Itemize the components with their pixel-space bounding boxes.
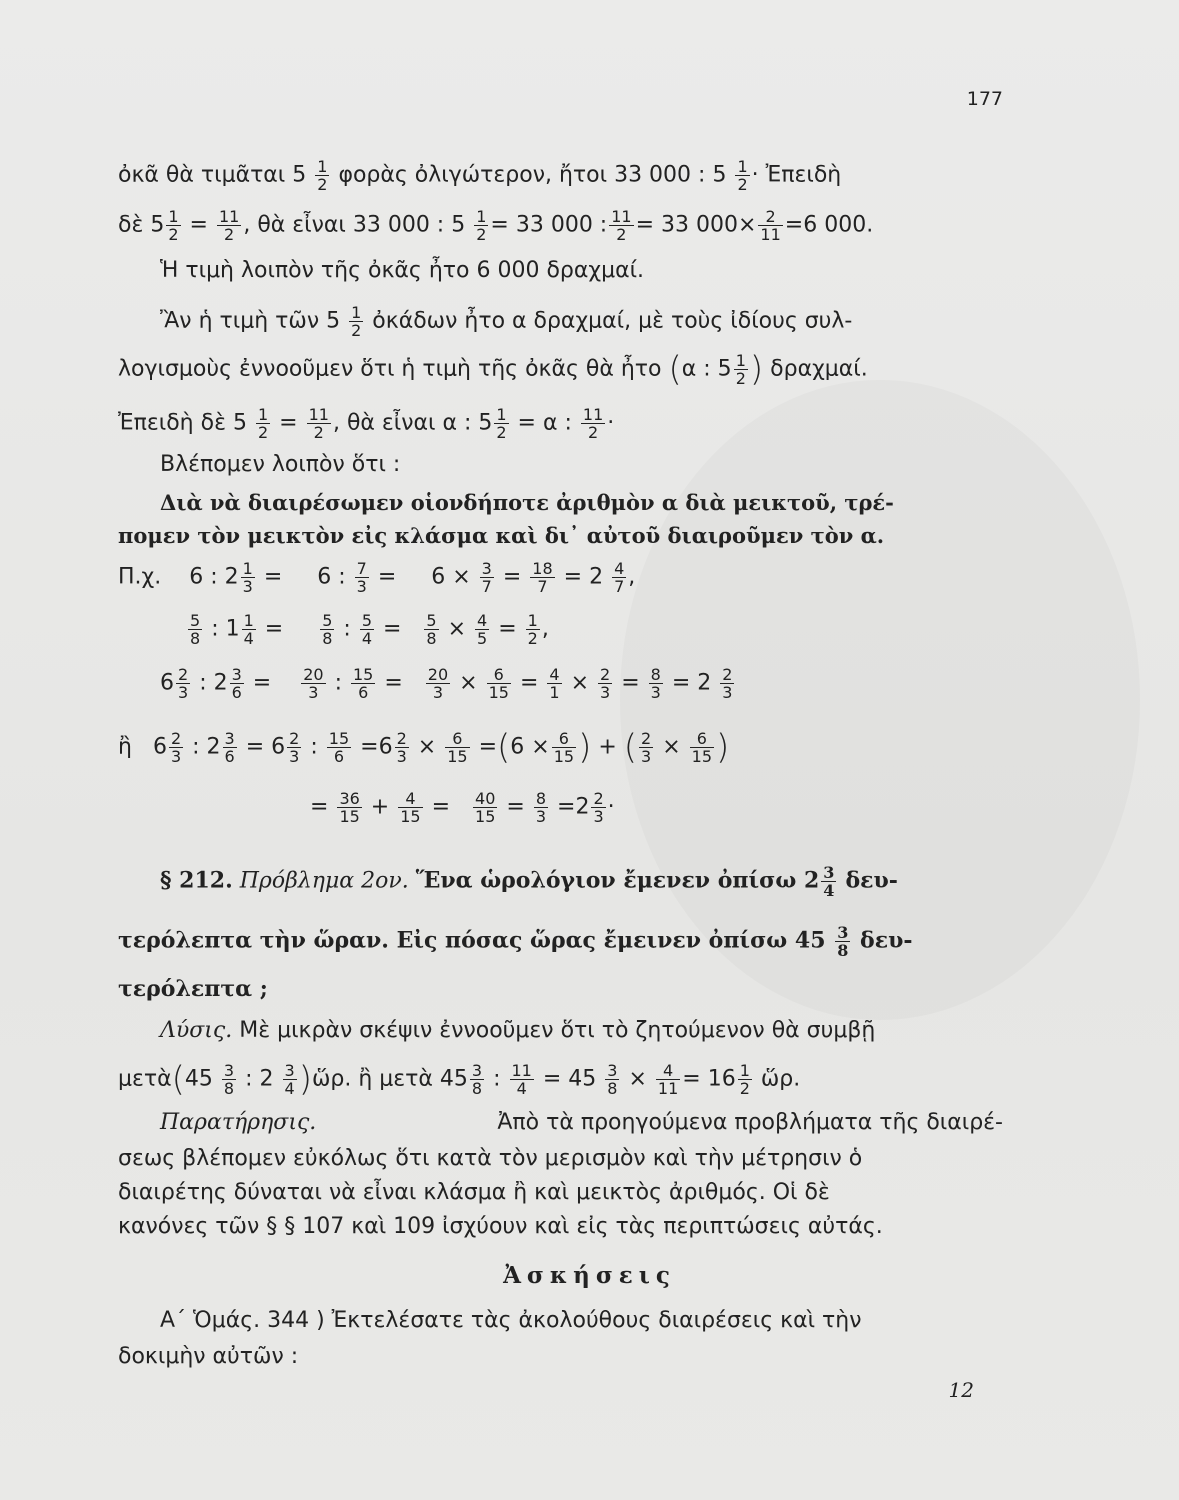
fraction: $\frac{40}{15}$ [475, 789, 496, 826]
observation-label: Παρατήρησις. [160, 1110, 317, 1135]
fraction: $\frac{11}{2}$ [308, 405, 329, 442]
fraction: $\frac{2}{3}$ [178, 665, 189, 702]
fraction: $\frac{1}{2}$ [735, 351, 746, 388]
fraction: $\frac{3}{7}$ [481, 559, 492, 596]
text-span: Ἂν ἡ τιμὴ τῶν 5 [160, 308, 341, 334]
fraction: $\frac{18}{7}$ [532, 559, 553, 596]
text-span: Π.χ. [118, 564, 162, 590]
folio-signature: 12 [948, 1378, 974, 1402]
section-number: § 212. [160, 867, 233, 894]
text-span: δευ- [860, 927, 913, 954]
fraction: $\frac{5}{8}$ [426, 611, 437, 648]
text-line-3: Ἡ τιμὴ λοιπὸν τῆς ὀκᾶς ἦτο 6 000 δραχμαί. [160, 258, 645, 283]
rule-line-2: πομεν τὸν μεικτὸν εἰς κλάσμα καὶ δι᾽ αὐτοῦ διαιροῦμεν τὸν α. [118, 523, 885, 548]
text-span: = [279, 410, 298, 436]
fraction: $\frac{7}{3}$ [356, 559, 367, 596]
fraction: $\frac{2}{3}$ [600, 665, 611, 702]
rule-line-1: Διὰ νὰ διαιρέσωμεν οἱονδήποτε ἀριθμὸν α διὰ μεικτοῦ, τρέ- [160, 490, 894, 515]
fraction: $\frac{15}{6}$ [328, 729, 350, 766]
fraction: $\frac{1}{2}$ [257, 405, 269, 442]
example-4: ἢ 6 $\frac{2}{3}$ : 2 $\frac{3}{6}$ = 6 $\frac{2}{3}$ : $\frac{15}{6}$ =6 $\frac{2}{3}$ × $\frac{6}{15}$ =(6 × $\frac{6}{15}$ ) + ( $\frac{2}{3}$ × $\frac{6}{15}$ ) [118, 727, 730, 768]
fraction: $\frac{1}{2}$ [317, 157, 328, 194]
fraction: $\frac{15}{6}$ [353, 665, 374, 702]
page-number: 177 [966, 88, 1003, 110]
fraction: $\frac{3}{8}$ [607, 1061, 618, 1098]
text-line-4 [160, 304, 1003, 339]
text-span: · Ἐπειδὴ [751, 162, 842, 188]
text-line-2 [118, 208, 1003, 243]
section-label: Πρόβλημα 2ον. [239, 868, 409, 894]
text-span: ὀκᾶ θὰ τιμᾶται 5 [118, 162, 307, 188]
text-span: α : 5 [681, 356, 732, 382]
problem-line-2 [118, 924, 1003, 959]
text-span: τερόλεπτα τὴν ὥραν. Εἰς πόσας ὥρας ἔμεινεν ὀπίσω 45 [118, 927, 826, 954]
text-span: φορὰς ὀλιγώτερον, ἤτοι 33 000 : 5 [338, 162, 727, 188]
observation-line-2: σεως βλέπομεν εὐκόλως ὅτι κατὰ τὸν μερισμὸν καὶ τὴν μέτρησιν ὁ [118, 1146, 863, 1171]
example-3: 6 $\frac{2}{3}$ : 2 $\frac{3}{6}$ = $\frac{20}{3}$ : $\frac{15}{6}$ = $\frac{20}{3}$ × $\frac{6}{15}$ = $\frac{4}{1}$ × $\frac{2}{3}$ = $\frac{8}{3}$ = 2 $\frac{2}{3}$ [160, 665, 733, 702]
text-line-1 [118, 158, 1003, 193]
text-span: 6 : 2 [189, 564, 239, 590]
fraction: $\frac{20}{3}$ [303, 665, 324, 702]
fraction: $\frac{1}{2}$ [168, 207, 179, 244]
fraction: $\frac{6}{15}$ [553, 729, 575, 766]
example-2: $\frac{5}{8}$ : 1 $\frac{1}{4}$ = $\frac{5}{8}$ : $\frac{5}{4}$ = $\frac{5}{8}$ × $\frac{4}{5}$ = $\frac{1}{2}$ , [190, 611, 549, 648]
text-span: Μὲ μικρὰν σκέψιν ἐννοοῦμεν ὅτι τὸ ζητούμενον θὰ συμβῇ [239, 1018, 876, 1043]
text-span: Ἐπειδὴ δὲ 5 [118, 410, 247, 436]
text-line-6 [118, 406, 1003, 441]
fraction: $\frac{2}{3}$ [722, 665, 733, 702]
fraction: $\frac{4}{11}$ [657, 1061, 679, 1098]
text-span: Ἕνα ὡρολόγιον ἔμενεν ὀπίσω 2 [415, 867, 820, 894]
fraction: $\frac{3}{8}$ [837, 923, 849, 960]
fraction: $\frac{6}{15}$ [447, 729, 468, 766]
fraction: $\frac{4}{1}$ [549, 665, 560, 702]
fraction: $\frac{8}{3}$ [650, 665, 661, 702]
observation-line-3: διαιρέτης δύναται νὰ εἶναι κλάσμα ἢ καὶ μεικτὸς ἀριθμός. Οἱ δὲ [118, 1180, 830, 1205]
observation-line-4: κανόνες τῶν § § 107 καὶ 109 ἰσχύουν καὶ εἰς τὰς περιπτώσεις αὐτάς. [118, 1214, 883, 1239]
observation-line-1 [160, 1108, 1003, 1138]
fraction: $\frac{3}{6}$ [224, 729, 235, 766]
fraction: $\frac{11}{4}$ [511, 1061, 532, 1098]
fraction: $\frac{6}{15}$ [488, 665, 509, 702]
text-span: δευ- [845, 867, 898, 894]
fraction: $\frac{3}{4}$ [284, 1061, 295, 1098]
text-span: = [189, 212, 208, 238]
problem-line-3: τερόλεπτα ; [118, 976, 268, 1002]
text-span: = α : [517, 410, 572, 436]
fraction: $\frac{2}{3}$ [396, 729, 407, 766]
fraction: $\frac{4}{5}$ [477, 611, 488, 648]
fraction: $\frac{5}{8}$ [322, 611, 333, 648]
fraction: $\frac{5}{4}$ [361, 611, 372, 648]
fraction: $\frac{1}{2}$ [476, 207, 487, 244]
fraction: $\frac{3}{4}$ [823, 863, 835, 900]
fraction: $\frac{4}{15}$ [400, 789, 421, 826]
fraction: $\frac{1}{2}$ [739, 1061, 750, 1098]
text-span: = 33 000× [635, 212, 757, 238]
fraction: $\frac{1}{2}$ [496, 405, 507, 442]
text-span: , θὰ εἶναι 33 000 : 5 [243, 212, 466, 238]
fraction: $\frac{3}{8}$ [223, 1061, 235, 1098]
fraction: $\frac{5}{8}$ [190, 611, 201, 648]
text-span: δραχμαί. [770, 356, 868, 382]
fraction: $\frac{2}{3}$ [593, 789, 604, 826]
fraction: $\frac{1}{2}$ [527, 611, 538, 648]
fraction: $\frac{1}{2}$ [737, 157, 748, 194]
fraction: $\frac{1}{3}$ [242, 559, 253, 596]
fraction: $\frac{3}{8}$ [471, 1061, 483, 1098]
fraction: $\frac{2}{3}$ [289, 729, 300, 766]
solution-line-2: μετὰ(45 $\frac{3}{8}$ : 2 $\frac{3}{4}$ )ὥρ. ἢ μετὰ 45 $\frac{3}{8}$ : $\frac{11}{4}$ = 45 $\frac{3}{8}$ × $\frac{4}{11}$ = 16 $\frac{1}{2}$ ὥρ. [118, 1059, 801, 1100]
fraction: $\frac{2}{11}$ [760, 207, 781, 244]
exercise-group-line-1: Α΄ Ὁμάς. 344 ) Ἐκτελέσατε τὰς ἀκολούθους διαιρέσεις καὶ τὴν [160, 1308, 862, 1333]
fraction: $\frac{11}{2}$ [611, 207, 632, 244]
text-span: Ἀπὸ τὰ προηγούμενα προβλήματα τῆς διαιρέ- [497, 1110, 1003, 1135]
text-span: 6 : [317, 564, 346, 590]
fraction: $\frac{2}{3}$ [641, 729, 652, 766]
text-line-7: Βλέπομεν λοιπὸν ὅτι : [160, 452, 401, 477]
exercises-heading: Ἀσκήσεις [503, 1262, 676, 1289]
solution-label: Λύσις. [160, 1018, 233, 1043]
text-span: = 33 000 : [490, 212, 608, 238]
fraction: $\frac{11}{2}$ [218, 207, 240, 244]
text-span: =6 000. [784, 212, 874, 238]
fraction: $\frac{6}{15}$ [691, 729, 713, 766]
fraction: $\frac{1}{2}$ [351, 303, 362, 340]
fraction: $\frac{4}{7}$ [614, 559, 625, 596]
fraction: $\frac{1}{4}$ [243, 611, 254, 648]
text-span: 6 × [431, 564, 471, 590]
text-span: , θὰ εἶναι α : 5 [332, 410, 493, 436]
fraction: $\frac{2}{3}$ [170, 729, 182, 766]
fraction: $\frac{11}{2}$ [582, 405, 604, 442]
exercise-group-line-2: δοκιμὴν αὐτῶν : [118, 1344, 299, 1369]
fraction: $\frac{20}{3}$ [427, 665, 449, 702]
text-span: ὀκάδων ἦτο α δραχμαί, μὲ τοὺς ἰδίους συλ- [372, 308, 853, 334]
example-5: = $\frac{36}{15}$ + $\frac{4}{15}$ = $\frac{40}{15}$ = $\frac{8}{3}$ =2 $\frac{2}{3}$ · [310, 789, 615, 826]
text-span: λογισμοὺς ἐννοοῦμεν ὅτι ἡ τιμὴ τῆς ὀκᾶς θὰ ἦτο [118, 356, 662, 382]
fraction: $\frac{8}{3}$ [535, 789, 546, 826]
text-line-5: λογισμοὺς ἐννοοῦμεν ὅτι ἡ τιμὴ τῆς ὀκᾶς θὰ ἦτο (α : 5 $\frac{1}{2}$ ) δραχμαί. [118, 349, 868, 390]
section-heading [160, 864, 1003, 899]
fraction: $\frac{3}{6}$ [231, 665, 242, 702]
solution-line-1 [160, 1016, 1003, 1046]
text-span: · [607, 410, 615, 436]
text-span: δὲ 5 [118, 212, 165, 238]
fraction: $\frac{36}{15}$ [339, 789, 360, 826]
example-1: Π.χ. 6 : 2 $\frac{1}{3}$ = 6 : $\frac{7}{3}$ = 6 × $\frac{3}{7}$ = $\frac{18}{7}$ = 2 $\frac{4}{7}$ , [118, 559, 636, 596]
